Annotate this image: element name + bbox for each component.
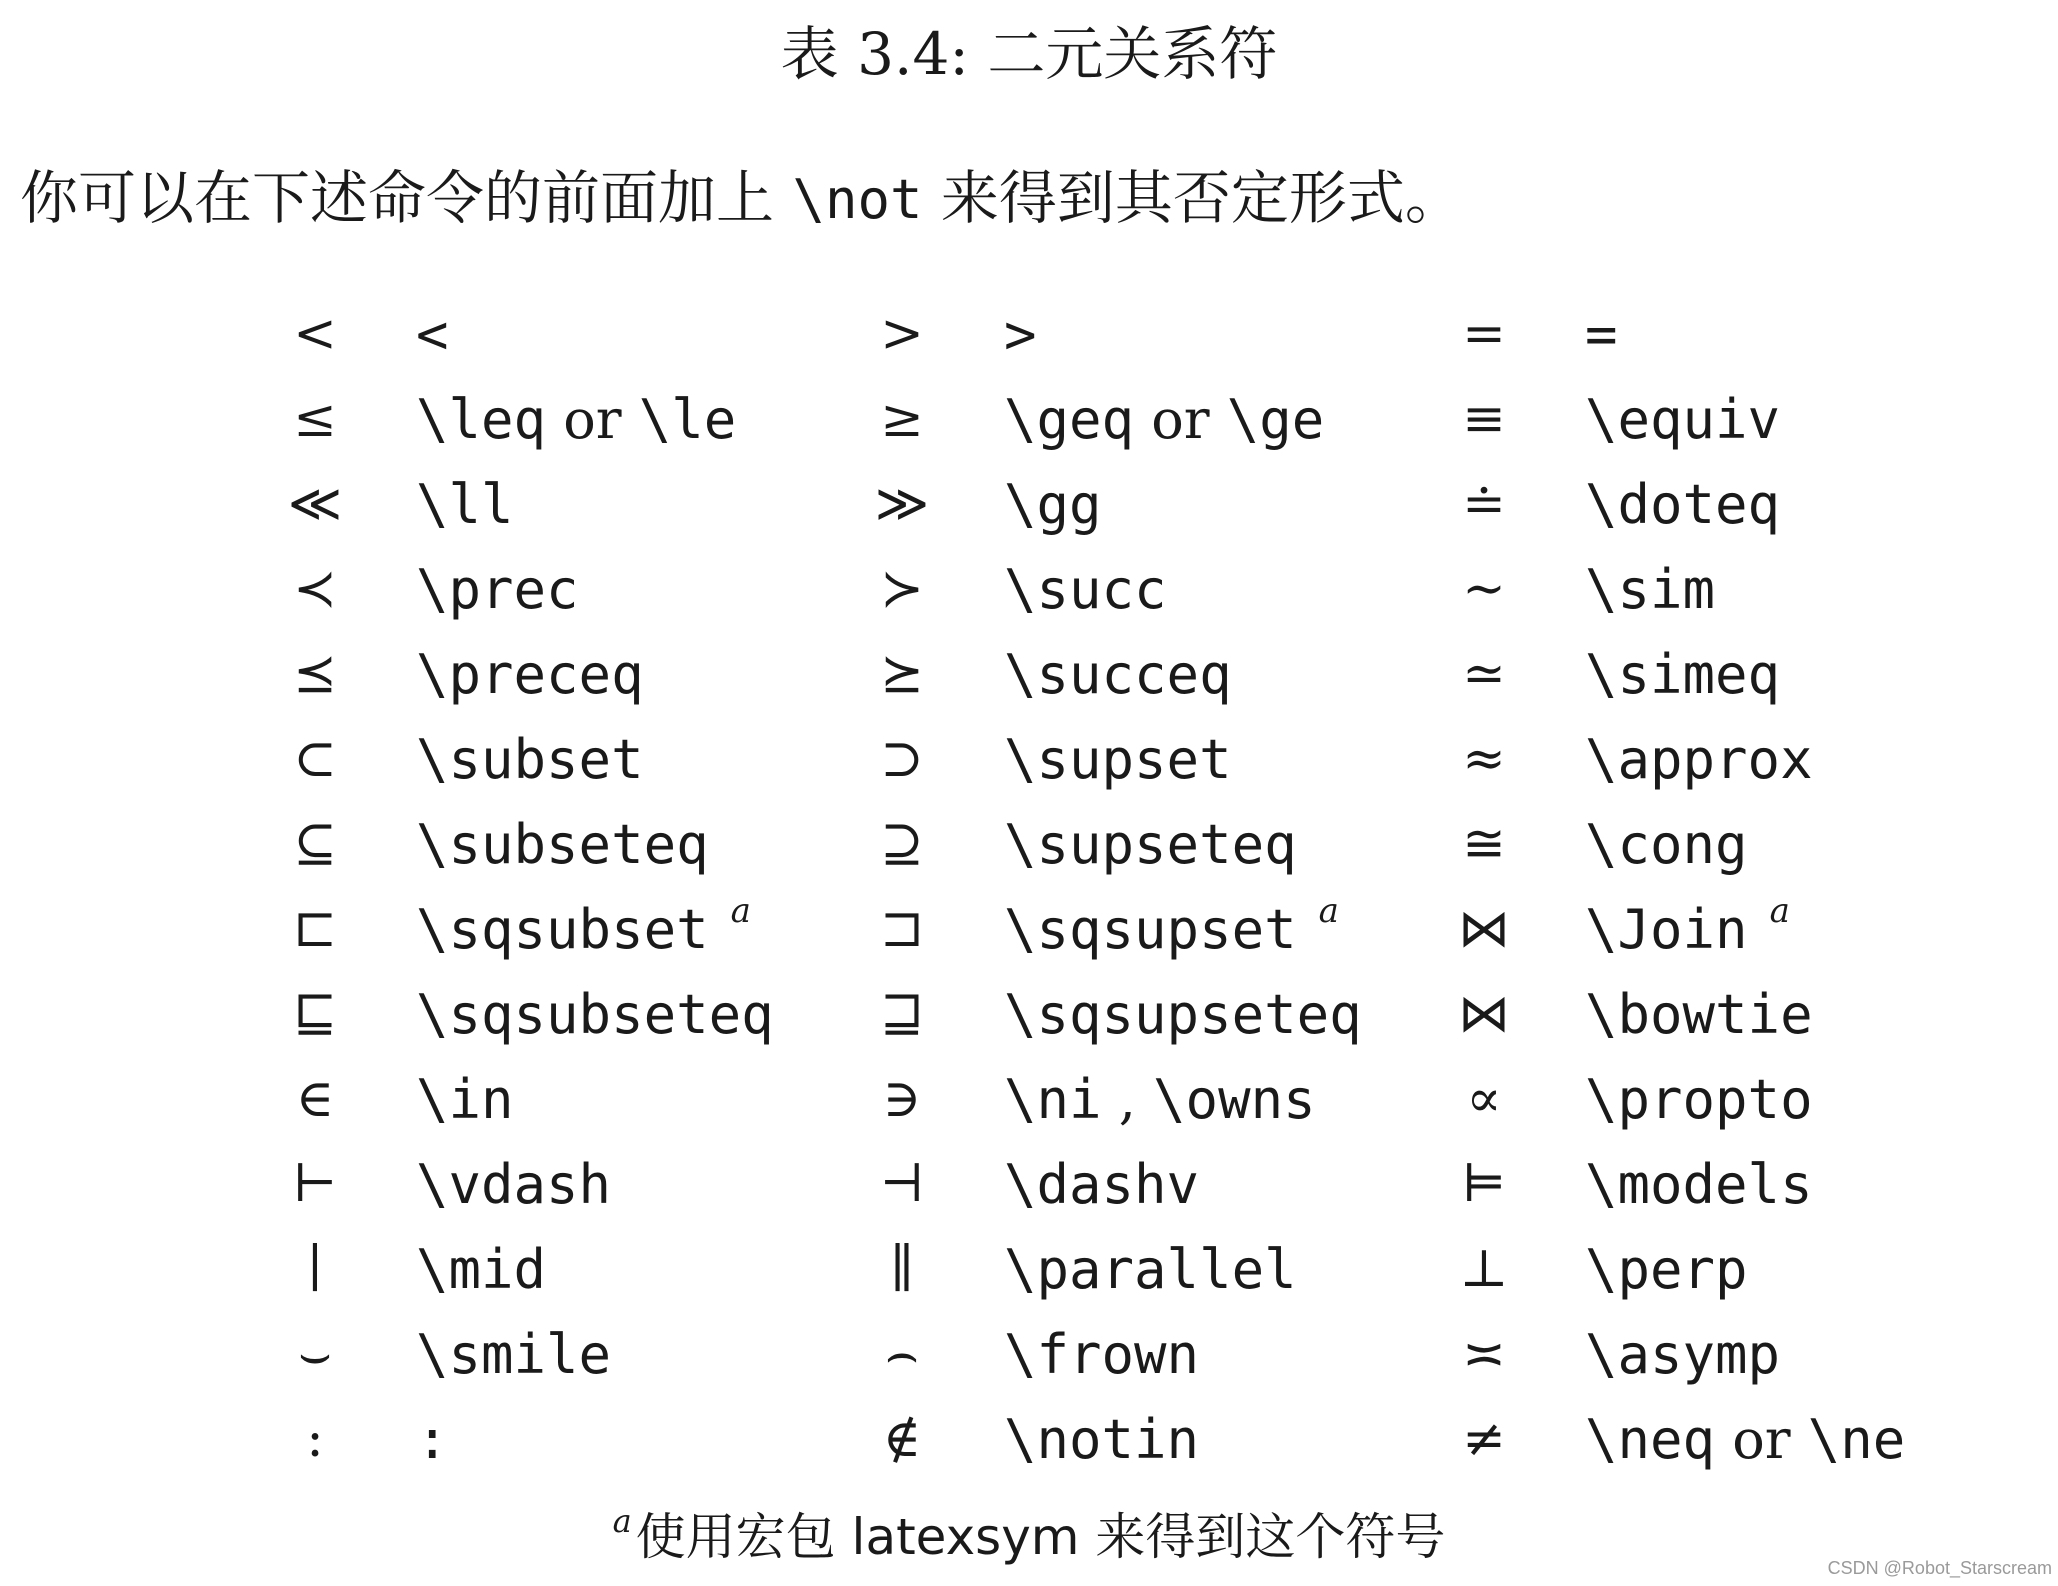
table-row bbox=[0, 462, 2058, 547]
symbol-simeq: ≃ bbox=[1462, 644, 1506, 704]
intro-not-command: \not bbox=[792, 168, 923, 231]
command-perp: \perp bbox=[1585, 1238, 1748, 1301]
table-row bbox=[0, 717, 2058, 802]
command-join bbox=[1585, 887, 1790, 972]
footnote bbox=[0, 1502, 2058, 1572]
command-sqsupset-text: \sqsupset bbox=[1004, 898, 1297, 961]
command-prec: \prec bbox=[416, 558, 579, 621]
command-dashv: \dashv bbox=[1004, 1153, 1200, 1216]
command-approx: \approx bbox=[1585, 728, 1813, 791]
command-bowtie: \bowtie bbox=[1585, 983, 1813, 1046]
symbol-subset: ⊂ bbox=[293, 729, 337, 789]
symbol-greater-than: > bbox=[880, 304, 924, 364]
table-row bbox=[0, 1227, 2058, 1312]
symbol-in: ∈ bbox=[295, 1069, 335, 1129]
command-sim: \sim bbox=[1585, 558, 1716, 621]
command-less-than: < bbox=[416, 303, 449, 366]
symbol-less-than: < bbox=[293, 304, 337, 364]
symbol-geq: ≥ bbox=[880, 389, 924, 449]
command-le-short: \le bbox=[638, 388, 737, 451]
command-preceq: \preceq bbox=[416, 643, 644, 706]
command-owns-text: \owns bbox=[1153, 1068, 1316, 1131]
symbol-supseteq: ⊇ bbox=[880, 814, 924, 874]
symbol-ni: ∋ bbox=[882, 1069, 922, 1129]
command-geq-long: \geq bbox=[1004, 388, 1135, 451]
or-text: or bbox=[1134, 388, 1227, 451]
symbol-subseteq: ⊆ bbox=[293, 814, 337, 874]
table-row bbox=[0, 632, 2058, 717]
command-sqsubset-text: \sqsubset bbox=[416, 898, 709, 961]
symbol-parallel: ∥ bbox=[889, 1239, 915, 1299]
command-ni bbox=[1004, 1057, 1316, 1142]
command-equiv: \equiv bbox=[1585, 388, 1781, 451]
table-row bbox=[0, 1142, 2058, 1227]
table-row bbox=[0, 1397, 2058, 1482]
symbol-smile: ⌣ bbox=[297, 1324, 333, 1384]
command-leq bbox=[416, 377, 736, 462]
symbol-approx: ≈ bbox=[1462, 729, 1506, 789]
footnote-mark: a bbox=[1318, 891, 1339, 931]
symbol-frown: ⌢ bbox=[884, 1324, 920, 1384]
symbol-cong: ≅ bbox=[1462, 814, 1506, 874]
command-neq-long: \neq bbox=[1585, 1408, 1716, 1471]
symbol-prec: ≺ bbox=[293, 559, 337, 619]
symbol-sqsubseteq: ⊑ bbox=[292, 984, 337, 1044]
symbol-equals: = bbox=[1462, 304, 1506, 364]
symbol-sqsupset: ⊐ bbox=[879, 899, 924, 959]
command-greater-than: > bbox=[1004, 303, 1037, 366]
footnote-mark: a bbox=[612, 1502, 632, 1540]
command-sqsubset bbox=[416, 887, 751, 972]
command-sqsupset bbox=[1004, 887, 1339, 972]
intro-paragraph bbox=[20, 158, 1463, 240]
symbol-notin: ∉ bbox=[882, 1409, 922, 1469]
symbol-propto: ∝ bbox=[1466, 1069, 1502, 1129]
command-models: \models bbox=[1585, 1153, 1813, 1216]
symbol-sqsupseteq: ⊒ bbox=[879, 984, 924, 1044]
command-cong: \cong bbox=[1585, 813, 1748, 876]
symbol-vdash: ⊢ bbox=[292, 1154, 338, 1214]
command-join-text: \Join bbox=[1585, 898, 1748, 961]
symbol-join: ⋈ bbox=[1458, 899, 1510, 959]
symbol-perp: ⊥ bbox=[1459, 1239, 1509, 1299]
symbol-gg: ≫ bbox=[874, 474, 930, 534]
symbol-succeq: ⪰ bbox=[880, 644, 924, 704]
symbol-models: ⊨ bbox=[1461, 1154, 1507, 1214]
command-vdash: \vdash bbox=[416, 1153, 612, 1216]
command-neq bbox=[1585, 1397, 1905, 1482]
symbol-preceq: ⪯ bbox=[293, 644, 337, 704]
footnote-text: 使用宏包 latexsym 来得到这个符号 bbox=[635, 1508, 1446, 1566]
table-caption: 表 3.4: 二元关系符 bbox=[780, 20, 1278, 88]
table-row bbox=[0, 1057, 2058, 1142]
command-supset: \supset bbox=[1004, 728, 1232, 791]
table-row bbox=[0, 377, 2058, 462]
footnote-mark: a bbox=[730, 891, 751, 931]
footnote-mark: a bbox=[1769, 891, 1790, 931]
watermark: CSDN @Robot_Starscream bbox=[1827, 1558, 2052, 1578]
symbol-ll: ≪ bbox=[287, 474, 343, 534]
table-row bbox=[0, 887, 2058, 972]
command-ni-text: \ni bbox=[1004, 1068, 1102, 1131]
comma-separator: , bbox=[1101, 1068, 1154, 1131]
symbol-asymp: ≍ bbox=[1462, 1324, 1506, 1384]
command-notin: \notin bbox=[1004, 1408, 1200, 1471]
symbol-sim: ∼ bbox=[1462, 559, 1506, 619]
command-sqsupseteq: \sqsupseteq bbox=[1004, 983, 1362, 1046]
command-succeq: \succeq bbox=[1004, 643, 1232, 706]
table-row bbox=[0, 802, 2058, 887]
intro-text-after: 来得到其否定形式。 bbox=[922, 164, 1463, 232]
command-doteq: \doteq bbox=[1585, 473, 1781, 536]
symbol-equiv: ≡ bbox=[1462, 389, 1506, 449]
symbol-succ: ≻ bbox=[880, 559, 924, 619]
or-text: or bbox=[1715, 1408, 1808, 1471]
symbol-neq: ≠ bbox=[1462, 1409, 1506, 1469]
symbol-dashv: ⊣ bbox=[879, 1154, 925, 1214]
intro-text-before: 你可以在下述命令的前面加上 bbox=[20, 164, 793, 232]
command-ge-short: \ge bbox=[1226, 388, 1325, 451]
or-text: or bbox=[546, 388, 639, 451]
command-ne-short: \ne bbox=[1807, 1408, 1906, 1471]
symbol-supset: ⊃ bbox=[880, 729, 924, 789]
command-ll: \ll bbox=[416, 473, 514, 536]
command-subseteq: \subseteq bbox=[416, 813, 709, 876]
symbol-doteq: ≐ bbox=[1462, 474, 1506, 534]
command-asymp: \asymp bbox=[1585, 1323, 1781, 1386]
command-succ: \succ bbox=[1004, 558, 1167, 621]
symbol-bowtie: ⋈ bbox=[1458, 984, 1510, 1044]
command-frown: \frown bbox=[1004, 1323, 1200, 1386]
table-row bbox=[0, 1312, 2058, 1397]
command-propto: \propto bbox=[1585, 1068, 1813, 1131]
command-equals: = bbox=[1585, 303, 1618, 366]
table-row bbox=[0, 292, 2058, 377]
command-supseteq: \supseteq bbox=[1004, 813, 1297, 876]
symbol-mid: ∣ bbox=[307, 1239, 323, 1299]
command-smile: \smile bbox=[416, 1323, 612, 1386]
command-sqsubseteq: \sqsubseteq bbox=[416, 983, 774, 1046]
command-subset: \subset bbox=[416, 728, 644, 791]
table-row bbox=[0, 547, 2058, 632]
command-parallel: \parallel bbox=[1004, 1238, 1297, 1301]
command-leq-long: \leq bbox=[416, 388, 547, 451]
command-in: \in bbox=[416, 1068, 514, 1131]
command-gg: \gg bbox=[1004, 473, 1102, 536]
command-mid: \mid bbox=[416, 1238, 547, 1301]
symbol-colon: : bbox=[306, 1409, 324, 1469]
symbol-leq: ≤ bbox=[293, 389, 337, 449]
command-colon: : bbox=[416, 1408, 449, 1471]
command-simeq: \simeq bbox=[1585, 643, 1781, 706]
symbol-sqsubset: ⊏ bbox=[292, 899, 337, 959]
table-row bbox=[0, 972, 2058, 1057]
command-geq bbox=[1004, 377, 1324, 462]
